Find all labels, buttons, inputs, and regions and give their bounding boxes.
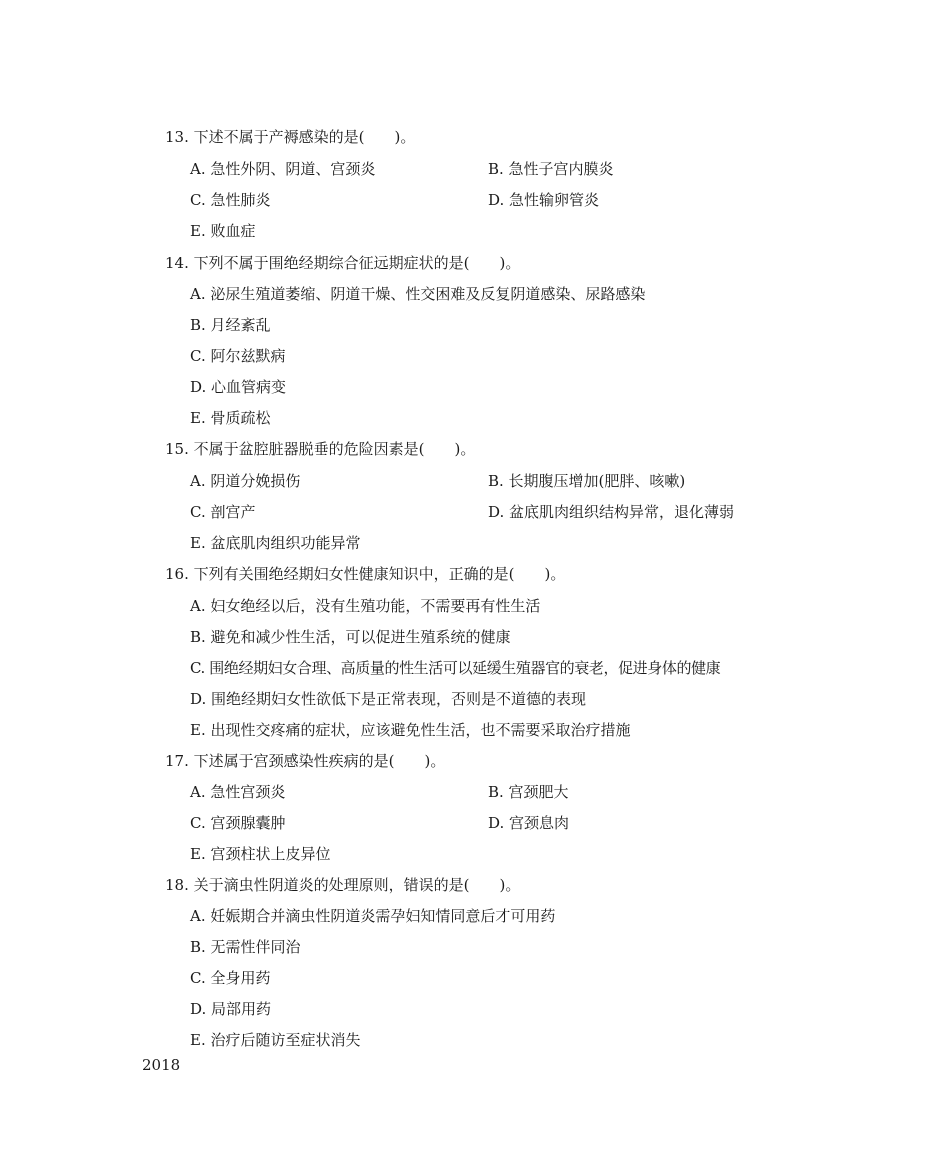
option-c: C. 围绝经期妇女合理、高质量的性生活可以延缓生殖器官的衰老，促进身体的健康 <box>190 659 721 677</box>
option-d: D. 心血管病变 <box>190 378 287 396</box>
option-a: A. 泌尿生殖道萎缩、阴道干燥、性交困难及反复阴道感染、尿路感染 <box>190 285 646 303</box>
option-e: E. 骨质疏松 <box>190 409 271 427</box>
option-b: B. 无需性伴同治 <box>190 938 301 956</box>
question-stem: 18. 关于滴虫性阴道炎的处理原则，错误的是( )。 <box>165 876 521 894</box>
option-b: B. 长期腹压增加(肥胖、咳嗽) <box>488 472 686 490</box>
option-d: D. 盆底肌肉组织结构异常，退化薄弱 <box>488 503 735 521</box>
option-d: D. 宫颈息肉 <box>488 814 570 832</box>
option-b: B. 避免和减少性生活，可以促进生殖系统的健康 <box>190 628 511 646</box>
option-c: C. 全身用药 <box>190 969 271 987</box>
question-stem: 15. 不属于盆腔脏器脱垂的危险因素是( )。 <box>165 440 476 458</box>
option-c: C. 阿尔兹默病 <box>190 347 286 365</box>
option-e: E. 治疗后随访至症状消失 <box>190 1031 361 1049</box>
option-b: B. 急性子宫内膜炎 <box>488 160 614 178</box>
option-d: D. 局部用药 <box>190 1000 272 1018</box>
question-stem: 16. 下列有关围绝经期妇女性健康知识中，正确的是( )。 <box>165 565 566 583</box>
page-number: 2018 <box>142 1056 181 1074</box>
question-stem: 14. 下列不属于围绝经期综合征远期症状的是( )。 <box>165 254 521 272</box>
option-a: A. 阴道分娩损伤 <box>190 472 301 490</box>
question-stem: 17. 下述属于宫颈感染性疾病的是( )。 <box>165 752 446 770</box>
option-e: E. 败血症 <box>190 222 256 240</box>
option-c: C. 宫颈腺囊肿 <box>190 814 286 832</box>
option-d: D. 围绝经期妇女性欲低下是正常表现，否则是不道德的表现 <box>190 690 587 708</box>
option-e: E. 盆底肌肉组织功能异常 <box>190 534 361 552</box>
option-c: C. 剖宫产 <box>190 503 256 521</box>
question-stem: 13. 下述不属于产褥感染的是( )。 <box>165 128 416 146</box>
option-e: E. 出现性交疼痛的症状，应该避免性生活，也不需要采取治疗措施 <box>190 721 631 739</box>
option-d: D. 急性输卵管炎 <box>488 191 600 209</box>
option-a: A. 急性宫颈炎 <box>190 783 286 801</box>
option-b: B. 月经紊乱 <box>190 316 271 334</box>
option-b: B. 宫颈肥大 <box>488 783 569 801</box>
option-e: E. 宫颈柱状上皮异位 <box>190 845 331 863</box>
option-a: A. 妇女绝经以后，没有生殖功能，不需要再有性生活 <box>190 597 541 615</box>
option-a: A. 妊娠期合并滴虫性阴道炎需孕妇知情同意后才可用药 <box>190 907 556 925</box>
option-a: A. 急性外阴、阴道、宫颈炎 <box>190 160 376 178</box>
option-c: C. 急性肺炎 <box>190 191 271 209</box>
